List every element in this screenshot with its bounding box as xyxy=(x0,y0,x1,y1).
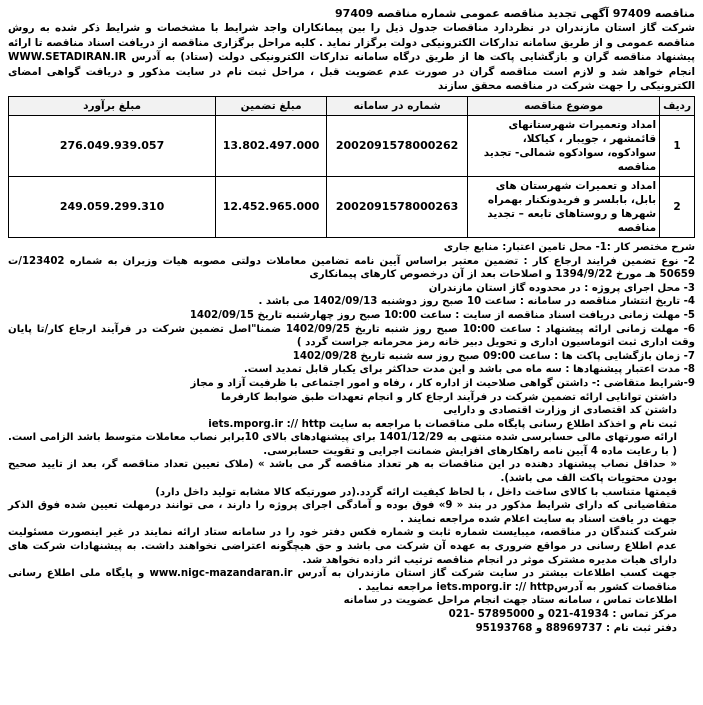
header-subject: موضوع مناقصه xyxy=(468,96,660,115)
header-row-number: ردیف xyxy=(660,96,695,115)
conditions-list xyxy=(8,241,695,635)
item-min-bidders: « حداقل نصاب پیشنهاد دهنده در این مناقصات به هر تعداد مناقصه گر می باشد » (ملاک تعیین تعداد مناقصه گر، بعد از تایید صحیح بودن محتویات پاکت الف می باشد). xyxy=(8,459,677,485)
item-work-description: شرح مختصر کار :1- محل تامین اعتبار: منابع جاری xyxy=(443,241,695,253)
header-estimate: مبلغ برآورد xyxy=(9,96,216,115)
table-header-row xyxy=(9,96,695,115)
item-bid-validity: 8- مدت اعتبار پیشنهادها : سه ماه می باشد و این مدت حداکثر برای یکبار قابل تمدید است. xyxy=(243,364,695,376)
item-contact-info-note: شرکت کنندگان در مناقصه، میبایست شماره ثابت و شماره فکس دفتر خود را در سامانه ستاد ارائه نمایند در غیر اینصورت مسئولیت عدم اطلاع رسانی در مواقع ضروری به عهده آن شرکت می باشد و حق هیچگونه اعتراضی نخواهند داشت. به پیشنهادات شرکت های دارای هیات مدیره مشترک موثر در انجام مناقصه ترتیب اثر داده نخواهد شد. xyxy=(8,527,677,566)
row-system-number: 2002091578000262 xyxy=(327,115,468,176)
item-call-center: مرکز تماس : 41934-021 و 57895000 -021 xyxy=(448,609,677,620)
row-subject: امداد و تعمیرات شهرستان های بابل، بابلسر و فریدونکنار بهمراه شهرها و روستاهای تابعه – تجدید مناقصه xyxy=(468,176,660,237)
item-eligible-applicants: متقاضیانی که دارای شرایط مذکور در بند « 9» فوق بوده و آمادگی اجرای پروژه را دارند ، می توانند درمهلت تعیین شده فوق الذکر جهت در یافت اسناد به سایت اعلام شده مراجعه نمایند . xyxy=(8,500,678,525)
header-system-number: شماره در سامانه xyxy=(327,96,468,115)
table-row xyxy=(9,176,695,237)
item-guarantee-type: 2- نوع تضمین فرایند ارجاع کار : تضمین معتبر براساس آیین نامه تضامین معاملات دولتی مصوبه هیات وزیران به شماره 123402/ت 50659 هـ مورخ 1394/9/22 و اصلاحات بعد از آن درخصوص کارهای پیمانکاری xyxy=(8,255,695,281)
item-domestic-goods: قیمتها متناسب با کالای ساخت داخل ، با لحاظ کیفیت ارائه گردد.(در صورتیکه کالا مشابه تولید داخل دارد) xyxy=(155,486,677,498)
item-project-location: 3- محل اجرای پروژه : در محدوده گاز استان مازندران xyxy=(428,282,695,294)
row-subject: امداد وتعمیرات شهرستانهای قائمشهر ، جویبار ، کیاکلا، سوادکوه، سوادکوه شمالی- تجدید مناقصه xyxy=(468,115,660,176)
tender-table xyxy=(8,96,695,238)
item-guarantee-ability: داشتن توانایی ارائه تضمین شرکت در فرآیند ارجاع کار و انجام تعهدات طبق ضوابط کارفرما xyxy=(220,391,677,403)
item-opening-time: 7- زمان بازگشایی پاکت ها : ساعت 09:00 صبح روز سه شنبه تاریخ 1402/09/28 xyxy=(292,350,695,362)
item-registration-link: ثبت نام و اخذکد اطلاع رسانی پایگاه ملی مناقصات با مراجعه به سایت iets.mporg.ir :// http xyxy=(208,418,677,430)
item-contact-heading: اطلاعات تماس ، سامانه ستاد جهت انجام مراحل عضویت در سامانه xyxy=(343,595,677,607)
row-deposit: 12.452.965.000 xyxy=(216,176,327,237)
item-registration-office: دفتر ثبت نام : 88969737 و 95193768 xyxy=(475,622,677,634)
row-number: 2 xyxy=(660,176,695,237)
item-economic-code: داشتن کد اقتصادی از وزارت اقتصادی و دارایی xyxy=(443,405,677,417)
notice-title: مناقصه 97409 آگهی تجدید مناقصه عمومی شماره مناقصه 97409 xyxy=(335,7,695,20)
item-document-deadline: 5- مهلت زمانی دریافت اسناد مناقصه از سایت : ساعت 10:00 صبح روز چهارشنبه تاریخ 1402/09/15 xyxy=(189,309,695,321)
intro-paragraph: شرکت گاز استان مازندران در نظردارد مناقصات جدول ذیل را بین پیمانکاران واجد شرایط با مشخصات و شرایط ذکر شده به روش مناقصه عمومی و از طریق سامانه تدارکات الکترونیکی دولت برگزار نماید . کلیه مراحل برگزاری مناقصه از دریافت اسناد مناقصه تا ارائه پیشنهاد مناقصه گران و بازگشایی پاکت ها از طریق درگاه سامانه تدارکات الکترونیکی دولت (ستاد) به آدرس WWW.SETADIRAN.IR انجام خواهد شد و لازم است مناقصه گران در صورت عدم عضویت قبل ، مراحل ثبت نام در سایت مذکور و دریافت گواهی امضای الکترونیکی را جهت شرکت در مناقصه محقق سازند xyxy=(8,22,695,93)
item-bid-deadline: 6- مهلت زمانی ارائه پیشنهاد : ساعت 10:00 صبح روز شنبه تاریخ 1402/09/25 ضمنا"اصل تضمین شرکت در فرآیند ارجاع کار/تا پایان وقت اداری ثبت اتوماسیون اداری و تحویل دبیر خانه رمز محرمانه جراست گردد ) xyxy=(8,323,696,349)
row-system-number: 2002091578000263 xyxy=(327,176,468,237)
item-more-info-link[interactable]: جهت کسب اطلاعات بیشتر در سایت شرکت گاز استان مازندران به آدرس www.nigc-mazandaran.ir و پایگاه ملی اطلاع رسانی مناقصات کشور به آدرسiets.mporg.ir :// http مراجعه نمایید . xyxy=(8,568,678,593)
row-deposit: 13.802.497.000 xyxy=(216,115,327,176)
row-estimate: 249.059.299.310 xyxy=(9,176,216,237)
row-estimate: 276.049.939.057 xyxy=(9,115,216,176)
item-publish-date: 4- تاریخ انتشار مناقصه در سامانه : ساعت 10 صبح روز دوشنبه 1402/09/13 می باشد . xyxy=(258,296,695,308)
item-financial-statements: ارائه صورتهای مالی حسابرسی شده منتهی به 1401/12/29 برای پیشنهادهای بالای 10برابر نصاب معاملات متوسط باشد الزامی است.( با رعایت ماده 4 آیین نامه راهکارهای افزایش ضمانت اجرایی و تقویت حسابرسی. xyxy=(8,432,677,457)
row-number: 1 xyxy=(660,115,695,176)
table-row xyxy=(9,115,695,176)
header-deposit: مبلغ تضمین xyxy=(216,96,327,115)
item-applicant-conditions: 9-شرایط متقاضی :- داشتن گواهی صلاحیت از اداره کار ، رفاه و امور اجتماعی با ظرفیت آزاد و مجاز xyxy=(190,377,695,389)
